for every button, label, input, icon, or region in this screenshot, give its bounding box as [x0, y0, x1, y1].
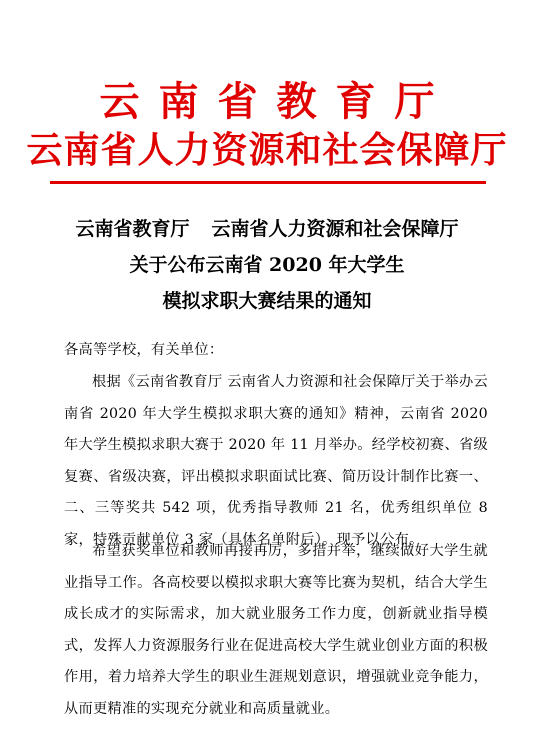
salutation: 各高等学校，有关单位：	[64, 342, 224, 358]
issuing-org-hr-social-security-dept: 云南省人力资源和社会保障厅	[26, 129, 508, 171]
title-org-hr: 云南省人力资源和社会保障厅	[211, 218, 459, 240]
body-paragraph-2: 希望获奖单位和教师再接再厉，多措并举，继续做好大学生就业指导工作。各高校要以模拟求职大赛等比赛为契机，结合大学生成长成才的实际需求，加大就业服务工作力度，创新就业指导模式，发挥人力资源服务行业在促进高校大学生就业创业方面的积极作用，着力培养大学生的职业生涯规划意识，增强就业竞争能力，从而更精准的实现充分就业和高质量就业。	[64, 543, 488, 717]
document-title-line1	[0, 212, 534, 246]
body-paragraph-1: 根据《云南省教育厅 云南省人力资源和社会保障厅关于举办云南省 2020 年大学生模拟求职大赛的通知》精神，云南省 2020 年大学生模拟求职大赛于 2020 年 11 月举办。经学校初赛、省级复赛、省级决赛，评出模拟求职面试比赛、简历设计制作比赛一、二、三等奖共 542 项，优秀指导教师 21 名，优秀组织单位 8 家，特殊贡献单位 3 家（具体名单附后）。现予以公布。	[64, 374, 488, 548]
title-org-education: 云南省教育厅	[75, 218, 190, 240]
document-title-line3: 模拟求职大赛结果的通知	[162, 290, 372, 312]
issuing-org-education-dept: 云南省教育厅	[99, 78, 454, 125]
document-title-line2: 关于公布云南省 2020 年大学生	[129, 254, 405, 276]
red-header-divider	[50, 181, 486, 184]
